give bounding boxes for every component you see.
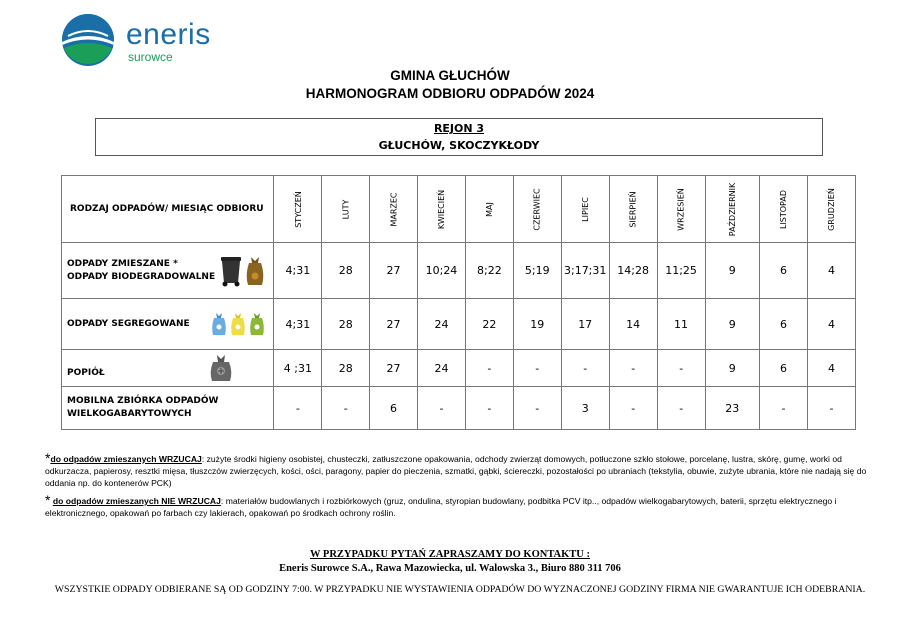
table-row: [62, 299, 856, 350]
waste-type-label: POPIÓŁ: [67, 367, 105, 378]
schedule-cell: 4: [807, 299, 855, 350]
schedule-cell: 27: [370, 243, 418, 299]
schedule-cell: 19: [513, 299, 561, 350]
schedule-cell: 22: [465, 299, 513, 350]
schedule-cell: 3: [561, 387, 609, 430]
schedule-cell: -: [465, 350, 513, 387]
municipality-title: GMINA GŁUCHÓW: [390, 68, 510, 83]
month-header: MAJ: [465, 176, 513, 243]
schedule-cell: 4: [807, 243, 855, 299]
schedule-cell: 3;17;31: [561, 243, 609, 299]
schedule-cell: 6: [760, 299, 808, 350]
schedule-cell: 5;19: [513, 243, 561, 299]
note-star: *: [45, 492, 51, 508]
schedule-cell: 27: [370, 299, 418, 350]
schedule-cell: 4;31: [274, 299, 322, 350]
waste-type-cell: [62, 387, 274, 430]
month-header: LIPIEC: [561, 176, 609, 243]
waste-type-label: ODPADY SEGREGOWANE: [67, 318, 190, 329]
note-heading: do odpadów zmieszanych NIE WRZUCAJ: [52, 496, 221, 506]
schedule-cell: -: [418, 387, 466, 430]
waste-type-label: ODPADY BIODEGRADOWALNE: [67, 271, 216, 282]
schedule-cell: 10;24: [418, 243, 466, 299]
schedule-cell: 24: [418, 350, 466, 387]
waste-type-label: MOBILNA ZBIÓRKA ODPADÓW: [67, 396, 219, 406]
schedule-cell: 14;28: [609, 243, 657, 299]
schedule-cell: -: [657, 387, 705, 430]
green-bag-icon: [249, 312, 265, 336]
schedule-cell: 11;25: [657, 243, 705, 299]
schedule-cell: 6: [370, 387, 418, 430]
month-header: LISTOPAD: [760, 176, 808, 243]
logo-brand-text: eneris: [126, 18, 211, 51]
table-row: [62, 350, 856, 387]
schedule-cell: 24: [418, 299, 466, 350]
eneris-logo: [60, 12, 230, 68]
month-header: PAŹDZIERNIK: [705, 176, 759, 243]
contact-heading: W PRZYPADKU PYTAŃ ZAPRASZAMY DO KONTAKTU :: [310, 549, 590, 560]
note-mixed-forbidden: [45, 494, 875, 519]
schedule-cell: -: [274, 387, 322, 430]
schedule-cell: 27: [370, 350, 418, 387]
waste-type-cell: [62, 243, 274, 299]
table-row: [62, 243, 856, 299]
waste-type-cell: [62, 350, 274, 387]
month-header: SIERPIEŃ: [609, 176, 657, 243]
schedule-cell: 28: [322, 243, 370, 299]
region-places: GŁUCHÓW, SKOCZYKŁODY: [378, 139, 540, 152]
month-header: MARZEC: [370, 176, 418, 243]
month-header: GRUDZIEŃ: [807, 176, 855, 243]
month-header: STYCZEŃ: [274, 176, 322, 243]
schedule-cell: -: [322, 387, 370, 430]
schedule-cell: 23: [705, 387, 759, 430]
note-heading: do odpadów zmieszanych WRZUCAJ: [50, 454, 202, 464]
yellow-bag-icon: [230, 312, 246, 336]
schedule-cell: 6: [760, 350, 808, 387]
region-box: [95, 118, 823, 156]
schedule-cell: 8;22: [465, 243, 513, 299]
schedule-title: HARMONOGRAM ODBIORU ODPADÓW 2024: [305, 86, 595, 101]
schedule-cell: -: [561, 350, 609, 387]
schedule-cell: -: [465, 387, 513, 430]
schedule-cell: 4;31: [274, 243, 322, 299]
schedule-cell: 9: [705, 299, 759, 350]
schedule-cell: -: [609, 387, 657, 430]
schedule-cell: -: [609, 350, 657, 387]
logo-sub-text: surowce: [128, 50, 173, 64]
eneris-logo-icon: [60, 12, 118, 68]
schedule-cell: -: [513, 350, 561, 387]
note-mixed-allowed: [45, 452, 875, 489]
black-bin-icon: [220, 255, 242, 287]
contact-details: Eneris Surowce S.A., Rawa Mazowiecka, ul. Walowska 3., Biuro 880 311 706: [279, 563, 621, 574]
month-header: WRZESIEŃ: [657, 176, 705, 243]
schedule-cell: 28: [322, 350, 370, 387]
region-name: REJON 3: [433, 122, 485, 135]
table-corner-header: RODZAJ ODPADÓW/ MIESIĄC ODBIORU: [62, 176, 274, 243]
schedule-cell: 6: [760, 243, 808, 299]
note-star: *: [45, 450, 51, 466]
schedule-cell: 11: [657, 299, 705, 350]
blue-bag-icon: [211, 312, 227, 336]
schedule-cell: -: [760, 387, 808, 430]
note-text: : zużyte środki higieny osobistej, chusteczki, zatłuszczone opakowania, odchody zwierząt domowych, potłuczone szkło stołowe, porcelanę, lustra, skórę, gumę, worki od odkurzacza, papierosy, resztki mięsa, tłuszczów zwierzęcych, kości, ości, paragony, papier do pieczenia, szmatki, gąbki, ściereczki, pozostałości po ubraniach (tekstylia, obuwie, zużyte ubrania, które nie nadają się do oddania np. do kontenerów PCK): [45, 454, 867, 488]
footer-notice: WSZYSTKIE ODPADY ODBIERANE SĄ OD GODZINY 7:00. W PRZYPADKU NIE WYSTAWIENIA ODPADÓW DO WYZNACZONEJ GODZINY FIRMA NIE GWARANTUJE ICH ODEBRANIA.: [54, 584, 866, 595]
waste-type-label: WIELKOGABARYTOWYCH: [67, 409, 192, 419]
schedule-cell: 9: [705, 350, 759, 387]
schedule-cell: -: [657, 350, 705, 387]
table-header-row: [62, 176, 856, 243]
note-text: : materiałów budowlanych i rozbiórkowych (gruz, ondulina, styropian budowlany, podbitka PCV itp.., odpadów wielkogabarytowych, baterii, sprzętu elektrycznego i elektronicznego, opakowań po farbach czy lakierach, opakowań po środkach ochrony roślin.: [45, 496, 837, 518]
schedule-cell: -: [807, 387, 855, 430]
waste-type-label: ODPADY ZMIESZANE *: [67, 258, 178, 269]
schedule-cell: 9: [705, 243, 759, 299]
schedule-cell: 28: [322, 299, 370, 350]
month-header: KWIECIEŃ: [418, 176, 466, 243]
schedule-cell: 4: [807, 350, 855, 387]
schedule-cell: -: [513, 387, 561, 430]
month-header: LUTY: [322, 176, 370, 243]
schedule-cell: 17: [561, 299, 609, 350]
month-header: CZERWIEC: [513, 176, 561, 243]
schedule-table: [61, 175, 856, 430]
waste-type-cell: [62, 299, 274, 350]
schedule-cell: 4 ;31: [274, 350, 322, 387]
table-row: [62, 387, 856, 430]
ash-bag-icon: [209, 354, 233, 382]
brown-bag-icon: [245, 255, 265, 287]
schedule-cell: 14: [609, 299, 657, 350]
